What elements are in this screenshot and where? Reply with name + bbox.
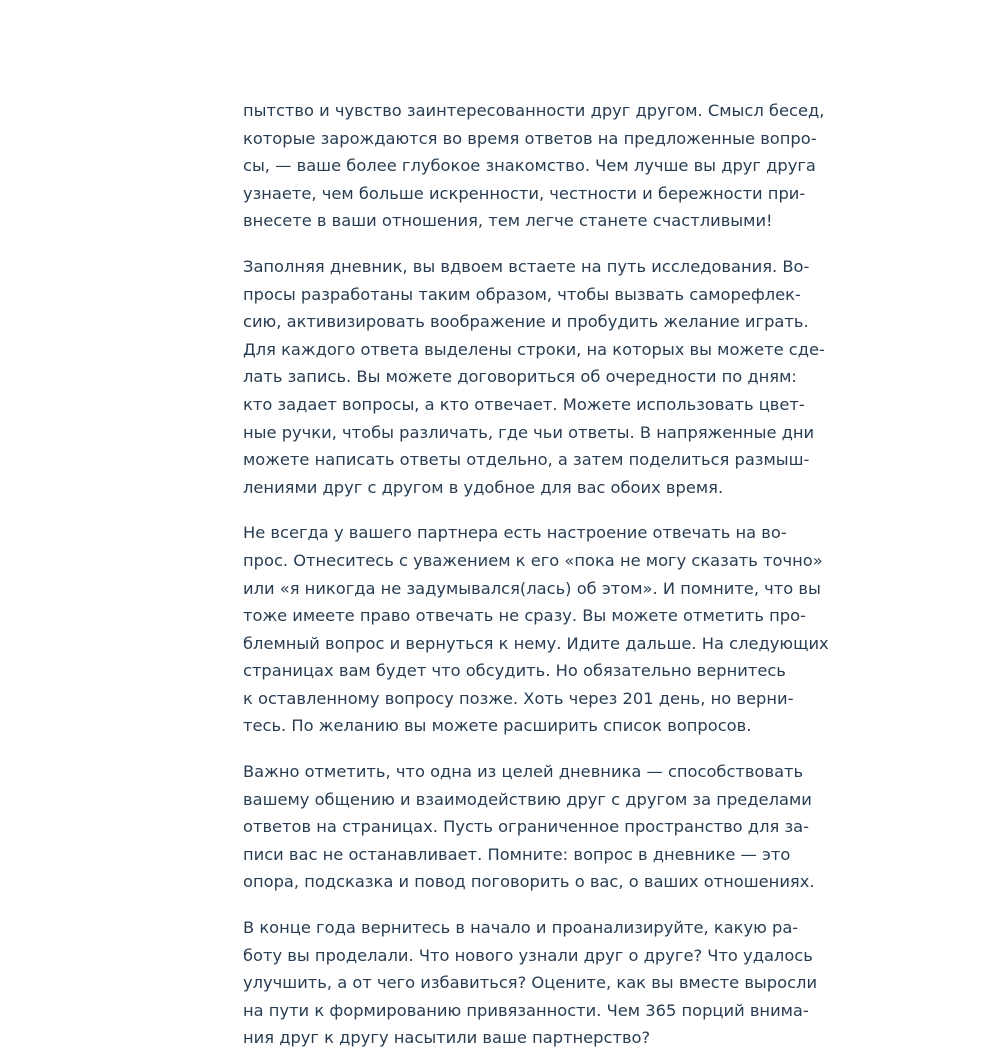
text-line: страницах вам будет что обсудить. Но обязательно вернитесь <box>243 661 786 681</box>
text-line: улучшить, а от чего избавиться? Оцените, как вы вместе выросли <box>243 973 818 993</box>
text-line: к оставленному вопросу позже. Хоть через 201 день, но верни- <box>243 688 794 708</box>
text-line: сию, активизировать воображение и пробудить желание играть. <box>243 312 809 332</box>
text-line: сы, — ваше более глубокое знакомство. Чем лучше вы друг друга <box>243 156 816 176</box>
text-line: Не всегда у вашего партнера есть настроение отвечать на во- <box>243 523 787 543</box>
text-line: вашему общению и взаимодействию друг с другом за пределами <box>243 789 812 809</box>
text-line: Для каждого ответа выделены строки, на которых вы можете сде- <box>243 339 825 359</box>
text-line: тесь. По желанию вы можете расширить список вопросов. <box>243 716 752 736</box>
text-line: боту вы проделали. Что нового узнали друг о друге? Что удалось <box>243 945 813 965</box>
text-line: опора, подсказка и повод поговорить о вас, о ваших отношениях. <box>243 872 815 892</box>
text-line: писи вас не останавливает. Помните: вопрос в дневнике — это <box>243 844 791 864</box>
text-line: ные ручки, чтобы различать, где чьи ответы. В напряженные дни <box>243 422 815 442</box>
text-line: Заполняя дневник, вы вдвоем встаете на путь исследования. Во- <box>243 256 810 276</box>
text-line: можете написать ответы отдельно, а затем поделиться размыш- <box>243 450 810 470</box>
paragraph-3 <box>243 519 829 740</box>
text-line: или «я никогда не задумывался(лась) об этом». И помните, что вы <box>243 578 821 598</box>
text-line: пытство и чувство заинтересованности друг другом. Смысл бесед, <box>243 101 825 120</box>
text-line: В конце года вернитесь в начало и проанализируйте, какую ра- <box>243 918 799 938</box>
text-line: лениями друг с другом в удобное для вас обоих время. <box>243 477 724 497</box>
paragraph-4 <box>243 758 815 896</box>
text-line: лать запись. Вы можете договориться об очередности по дням: <box>243 367 797 387</box>
text-line: просы разработаны таким образом, чтобы вызвать саморефлек- <box>243 284 801 304</box>
text-line: тоже имеете право отвечать не сразу. Вы можете отметить про- <box>243 606 806 626</box>
body-text <box>243 97 829 1052</box>
paragraph-5 <box>243 914 818 1052</box>
text-line: ответов на страницах. Пусть ограниченное пространство для за- <box>243 817 809 837</box>
text-line: которые зарождаются во время ответов на предложенные вопро- <box>243 128 817 148</box>
text-line: блемный вопрос и вернуться к нему. Идите дальше. На следующих <box>243 633 829 653</box>
text-line: внесете в ваши отношения, тем легче станете счастливыми! <box>243 211 773 231</box>
paragraph-2 <box>243 253 825 501</box>
text-line: прос. Отнеситесь с уважением к его «пока не могу сказать точно» <box>243 550 823 570</box>
text-line: узнаете, чем больше искренности, честности и бережности при- <box>243 183 806 203</box>
text-line: ния друг к другу насытили ваше партнерство? <box>243 1028 651 1048</box>
text-line: Важно отметить, что одна из целей дневника — способствовать <box>243 762 804 782</box>
text-line: кто задает вопросы, а кто отвечает. Можете использовать цвет- <box>243 394 805 414</box>
text-line: на пути к формированию привязанности. Чем 365 порций внима- <box>243 1000 809 1020</box>
paragraph-1 <box>243 97 825 235</box>
